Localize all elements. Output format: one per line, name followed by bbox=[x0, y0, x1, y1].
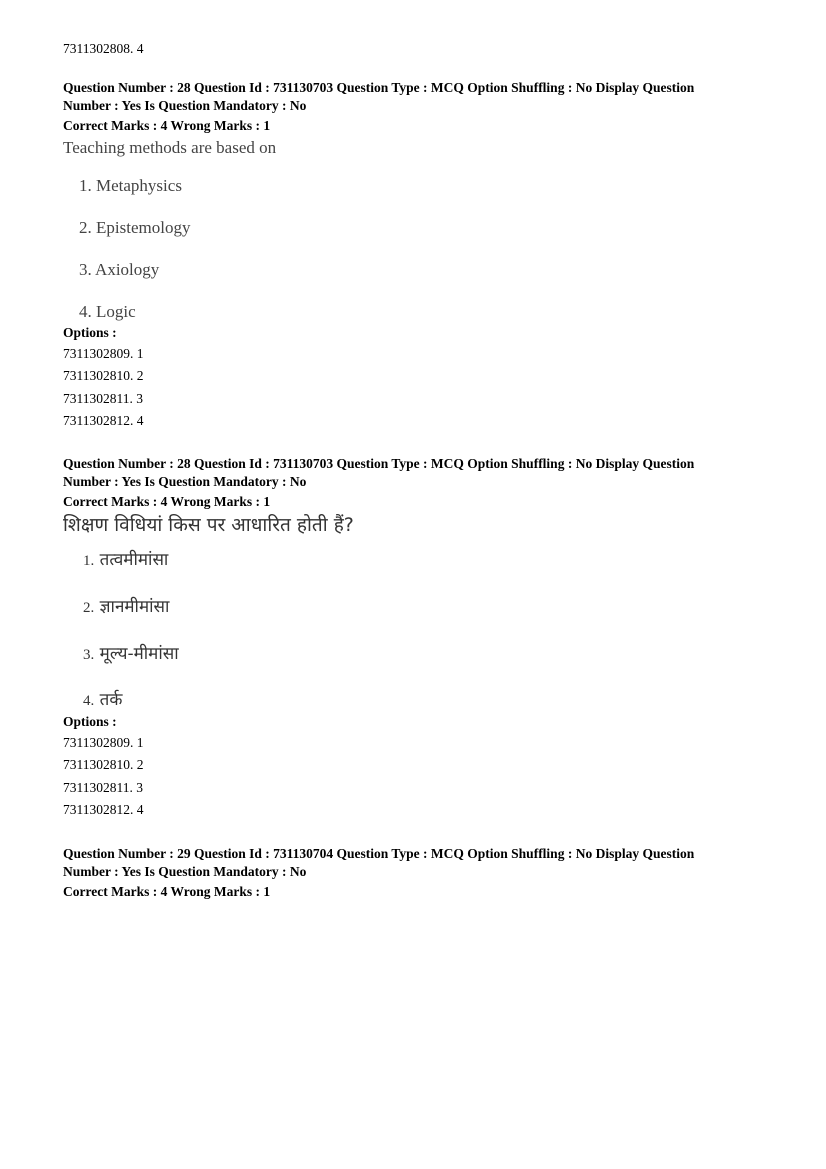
question-meta-line-2: Number : Yes Is Question Mandatory : No bbox=[63, 474, 307, 490]
choice-item: 3. Axiology bbox=[79, 260, 160, 279]
marks-line: Correct Marks : 4 Wrong Marks : 1 bbox=[63, 118, 271, 133]
choice-item: 4. Logic bbox=[79, 302, 136, 321]
choice-item bbox=[83, 642, 763, 667]
choice-number: 1. bbox=[83, 553, 95, 570]
choice-item bbox=[83, 548, 763, 573]
question-block-hi bbox=[63, 455, 763, 821]
choice-item bbox=[83, 595, 763, 620]
question-block-en bbox=[63, 79, 763, 432]
previous-option-line: 7311302808. 4 bbox=[63, 41, 144, 56]
choice-text: तत्वमीमांसा bbox=[99, 550, 169, 571]
question-meta-line-2: Number : Yes Is Question Mandatory : No bbox=[63, 98, 307, 113]
choice-number: 3. bbox=[83, 647, 95, 664]
options-list bbox=[63, 732, 763, 821]
options-label: Options : bbox=[63, 325, 117, 340]
option-id-line: 7311302809. 1 bbox=[63, 735, 144, 751]
question-prompt: शिक्षण विधियां किस पर आधारित होती हैं? bbox=[63, 514, 354, 537]
choice-list bbox=[63, 548, 763, 713]
option-id-line: 7311302810. 2 bbox=[63, 368, 144, 384]
option-id-line: 7311302811. 3 bbox=[63, 390, 143, 406]
option-id-line: 7311302810. 2 bbox=[63, 757, 144, 773]
choice-item bbox=[83, 688, 763, 713]
option-id-line: 7311302812. 4 bbox=[63, 412, 144, 428]
question-meta-line-1: Question Number : 28 Question Id : 731130703 Question Type : MCQ Option Shuffling : No Display Question bbox=[63, 456, 695, 472]
question-meta-line-1: Question Number : 29 Question Id : 731130704 Question Type : MCQ Option Shuffling : No Display Question bbox=[63, 846, 695, 862]
question-meta-line-1: Question Number : 28 Question Id : 731130703 Question Type : MCQ Option Shuffling : No Display Question bbox=[63, 80, 695, 95]
choice-list bbox=[63, 175, 763, 323]
option-id-line: 7311302811. 3 bbox=[63, 779, 143, 795]
choice-number: 4. bbox=[83, 693, 95, 710]
choice-text: तर्क bbox=[99, 690, 123, 711]
choice-item: 2. Epistemology bbox=[79, 218, 191, 237]
question-block-next bbox=[63, 845, 763, 900]
options-list bbox=[63, 343, 763, 432]
marks-line: Correct Marks : 4 Wrong Marks : 1 bbox=[63, 884, 271, 900]
marks-line: Correct Marks : 4 Wrong Marks : 1 bbox=[63, 494, 271, 510]
question-meta-line-2: Number : Yes Is Question Mandatory : No bbox=[63, 864, 307, 880]
option-id-line: 7311302809. 1 bbox=[63, 346, 144, 361]
choice-number: 2. bbox=[83, 600, 95, 617]
choice-item: 1. Metaphysics bbox=[79, 176, 182, 195]
document-page bbox=[63, 40, 763, 900]
question-prompt: Teaching methods are based on bbox=[63, 138, 277, 157]
options-label: Options : bbox=[63, 714, 117, 730]
choice-text: मूल्य-मीमांसा bbox=[99, 644, 179, 665]
choice-text: ज्ञानमीमांसा bbox=[99, 597, 170, 618]
option-id-line: 7311302812. 4 bbox=[63, 802, 144, 818]
